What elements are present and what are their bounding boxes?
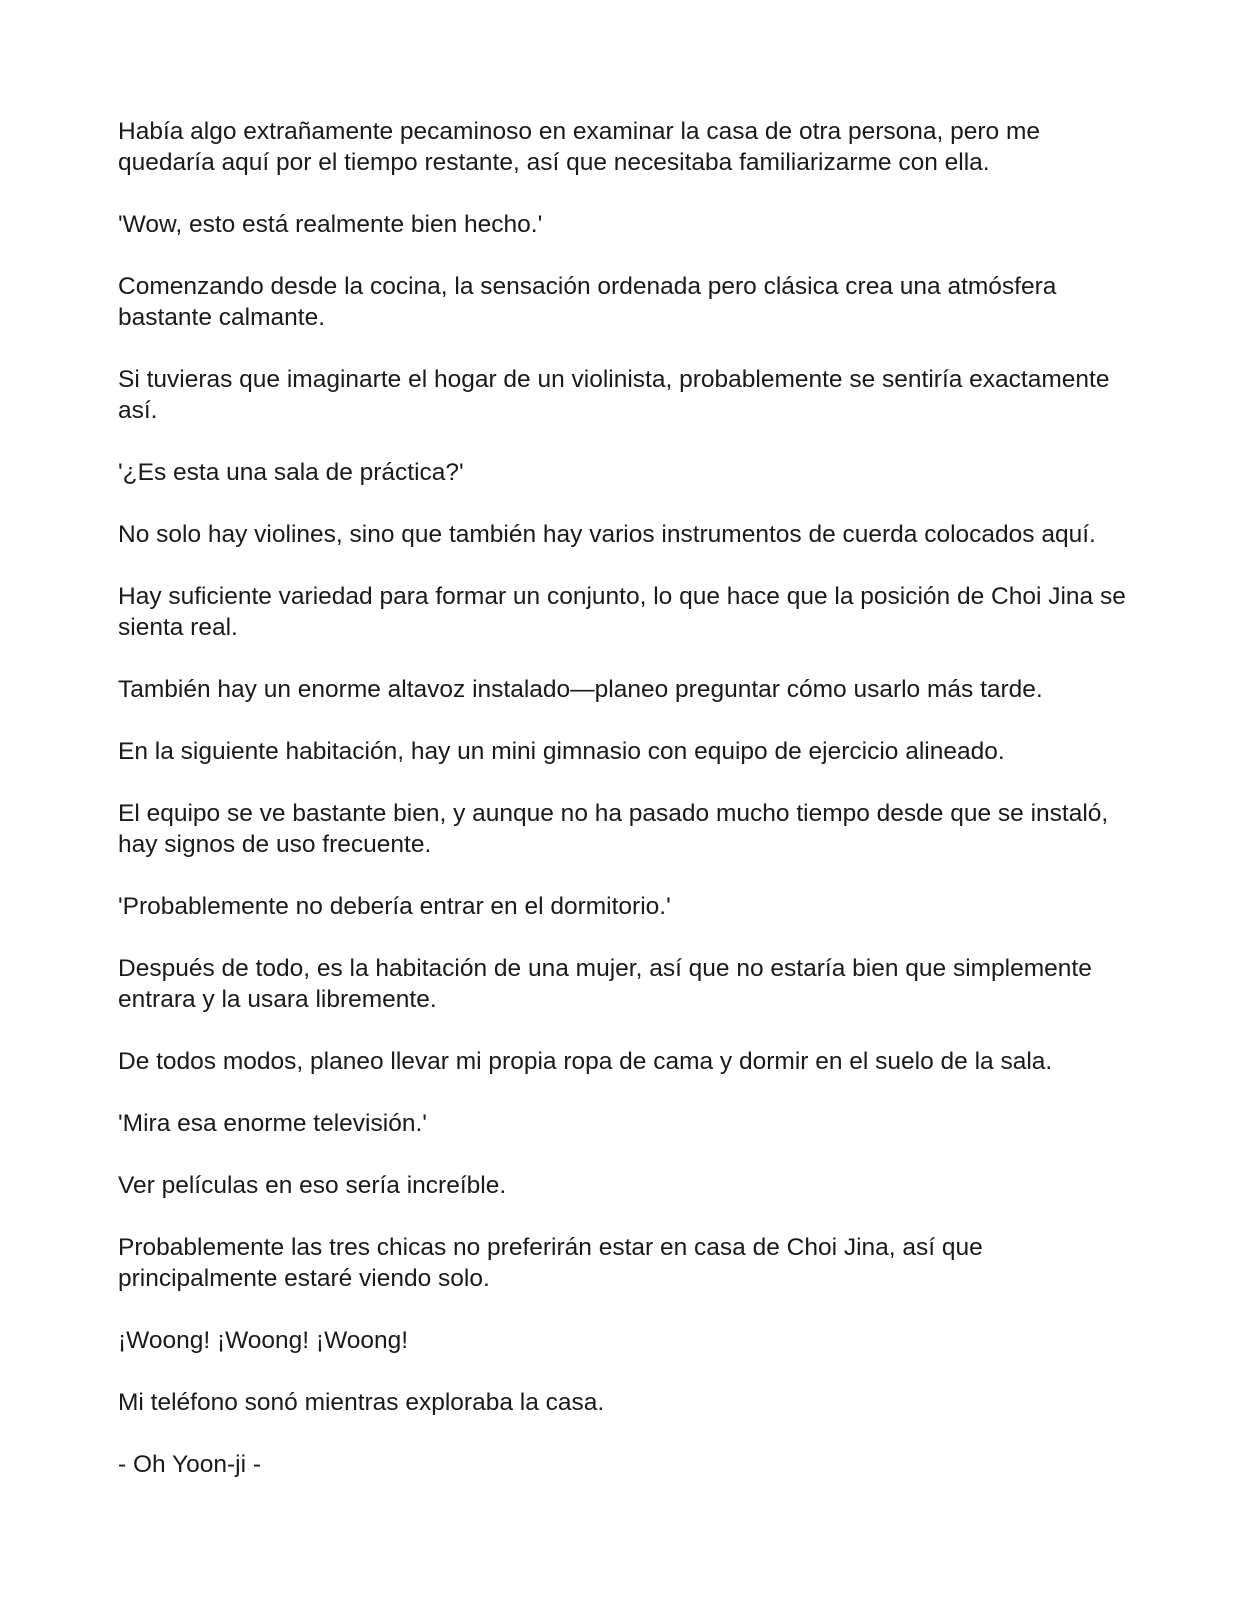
paragraph-16: Probablemente las tres chicas no preferirán estar en casa de Choi Jina, así que principalmente estaré viendo solo. bbox=[118, 1234, 983, 1292]
paragraph-10: El equipo se ve bastante bien, y aunque no ha pasado mucho tiempo desde que se instaló, hay signos de uso frecuente. bbox=[118, 800, 1109, 858]
paragraph-12: Después de todo, es la habitación de una mujer, así que no estaría bien que simplemente entrara y la usara libremente. bbox=[118, 955, 1092, 1013]
paragraph-19: - Oh Yoon-ji - bbox=[118, 1451, 261, 1478]
paragraph-17: ¡Woong! ¡Woong! ¡Woong! bbox=[118, 1327, 409, 1354]
paragraph-18: Mi teléfono sonó mientras exploraba la casa. bbox=[118, 1389, 605, 1416]
paragraph-3: Comenzando desde la cocina, la sensación ordenada pero clásica crea una atmósfera bastante calmante. bbox=[118, 273, 1057, 331]
paragraph-1: Había algo extrañamente pecaminoso en examinar la casa de otra persona, pero me quedaría aquí por el tiempo restante, así que necesitaba familiarizarme con ella. bbox=[118, 118, 1041, 176]
document-body bbox=[118, 116, 1128, 1511]
paragraph-13: De todos modos, planeo llevar mi propia ropa de cama y dormir en el suelo de la sala. bbox=[118, 1048, 1053, 1075]
paragraph-7: Hay suficiente variedad para formar un conjunto, lo que hace que la posición de Choi Jina se sienta real. bbox=[118, 583, 1126, 641]
paragraph-15: Ver películas en eso sería increíble. bbox=[118, 1172, 507, 1199]
paragraph-2: 'Wow, esto está realmente bien hecho.' bbox=[118, 211, 543, 238]
paragraph-11: 'Probablemente no debería entrar en el dormitorio.' bbox=[118, 893, 671, 920]
paragraph-6: No solo hay violines, sino que también hay varios instrumentos de cuerda colocados aquí. bbox=[118, 521, 1096, 548]
paragraph-8: También hay un enorme altavoz instalado—planeo preguntar cómo usarlo más tarde. bbox=[118, 676, 1043, 703]
paragraph-5: '¿Es esta una sala de práctica?' bbox=[118, 459, 464, 486]
paragraph-9: En la siguiente habitación, hay un mini gimnasio con equipo de ejercicio alineado. bbox=[118, 738, 1005, 765]
paragraph-4: Si tuvieras que imaginarte el hogar de un violinista, probablemente se sentiría exactamente así. bbox=[118, 366, 1110, 424]
paragraph-14: 'Mira esa enorme televisión.' bbox=[118, 1110, 427, 1137]
